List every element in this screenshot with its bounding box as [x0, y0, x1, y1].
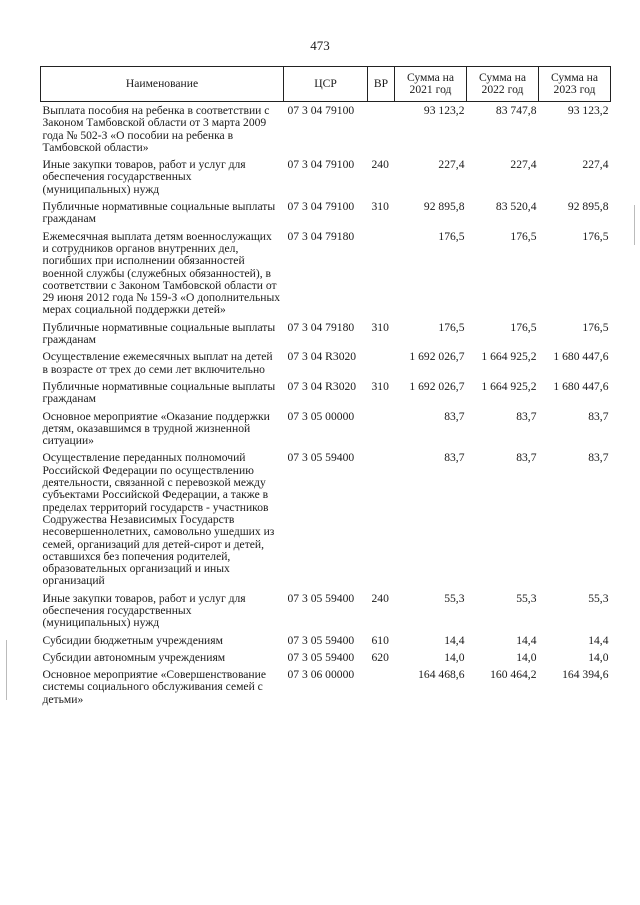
row-sum-2023: 55,3 [588, 591, 609, 605]
row-csr: 07 3 04 79100 [287, 200, 355, 214]
row-csr: 07 3 04 R3020 [287, 350, 357, 364]
row-sum-2021: 14,0 [444, 650, 465, 664]
header-vr: ВР [368, 67, 395, 102]
row-csr: 07 3 04 79100 [287, 104, 355, 117]
header-sum-2023: Сумма на 2023 год [539, 67, 611, 102]
table-row [41, 666, 611, 708]
row-sum-2021: 92 895,8 [423, 200, 465, 214]
row-name: Иные закупки товаров, работ и услуг для обеспечения государственных (муниципальных) нужд [42, 158, 246, 196]
row-sum-2022: 1 664 925,2 [481, 350, 537, 364]
row-name: Публичные нормативные социальные выплаты гражданам [42, 200, 276, 226]
row-csr: 07 3 04 79180 [287, 320, 355, 334]
row-sum-2023: 1 680 447,6 [553, 350, 609, 364]
table-row [41, 449, 611, 589]
header-sum-2021: Сумма на 2021 год [395, 67, 467, 102]
row-vr [368, 102, 395, 157]
row-sum-2022: 1 664 925,2 [481, 379, 537, 393]
table-row [41, 378, 611, 408]
budget-table [40, 66, 611, 708]
row-sum-2021: 93 123,2 [423, 104, 465, 117]
row-sum-2022: 227,4 [510, 158, 537, 172]
row-vr: 240 [371, 158, 389, 172]
row-sum-2022: 55,3 [516, 591, 537, 605]
row-vr: 610 [371, 633, 389, 647]
row-name: Выплата пособия на ребенка в соответствии с Законом Тамбовской области от 3 марта 2009 года № 502-З «О пособии на ребенка в Тамбовской области» [42, 104, 270, 154]
row-name: Ежемесячная выплата детям военнослужащих и сотрудников органов внутренних дел, погибших при исполнении обязанностей военной службы (служебных обязанностей), в соответствии с Законом Тамбовской области от 29 июня 2012 года № 159-З «О дополнительных мерах социальной поддержки детей» [42, 229, 281, 317]
row-sum-2022: 176,5 [510, 229, 537, 243]
row-sum-2023: 14,4 [588, 633, 609, 647]
row-csr: 07 3 05 00000 [287, 409, 355, 423]
row-csr: 07 3 05 59400 [287, 451, 355, 465]
row-sum-2023: 93 123,2 [567, 104, 609, 117]
table-row [41, 319, 611, 349]
row-vr [368, 348, 395, 378]
row-csr: 07 3 05 59400 [287, 650, 355, 664]
table-body [41, 102, 611, 709]
header-name: Наименование [41, 67, 284, 102]
row-sum-2021: 14,4 [444, 633, 465, 647]
row-sum-2023: 176,5 [582, 320, 609, 334]
row-sum-2021: 1 692 026,7 [409, 379, 465, 393]
table-row [41, 408, 611, 450]
row-sum-2023: 1 680 447,6 [553, 379, 609, 393]
row-sum-2023: 227,4 [582, 158, 609, 172]
table-row [41, 156, 611, 198]
row-vr [368, 449, 395, 589]
row-vr: 310 [371, 379, 389, 393]
row-sum-2021: 176,5 [438, 229, 465, 243]
row-vr: 240 [371, 591, 389, 605]
row-name: Субсидии автономным учреждениям [42, 650, 226, 664]
row-name: Публичные нормативные социальные выплаты гражданам [42, 379, 276, 406]
table-row [41, 649, 611, 666]
row-sum-2021: 55,3 [444, 591, 465, 605]
row-name: Основное мероприятие «Оказание поддержки детям, оказавшимся в трудной жизненной ситуации» [42, 409, 270, 448]
row-sum-2022: 83,7 [516, 451, 537, 465]
row-csr: 07 3 04 R3020 [287, 379, 357, 393]
row-vr [368, 228, 395, 319]
row-sum-2021: 83,7 [444, 451, 465, 465]
row-csr: 07 3 05 59400 [287, 591, 355, 605]
row-sum-2022: 160 464,2 [490, 668, 537, 682]
header-sum-2022: Сумма на 2022 год [467, 67, 539, 102]
row-vr [368, 666, 395, 708]
row-sum-2021: 227,4 [438, 158, 465, 172]
table-row [41, 348, 611, 378]
row-sum-2022: 176,5 [510, 320, 537, 334]
scan-margin-mark [6, 640, 7, 700]
row-csr: 07 3 06 00000 [287, 668, 355, 682]
row-csr: 07 3 04 79100 [287, 158, 355, 172]
row-sum-2022: 83,7 [516, 409, 537, 423]
row-sum-2022: 14,0 [516, 650, 537, 664]
row-sum-2023: 14,0 [588, 650, 609, 664]
row-sum-2022: 14,4 [516, 633, 537, 647]
row-name: Основное мероприятие «Совершенствование системы социального обслуживания семей с детьми» [42, 668, 266, 706]
row-sum-2022: 83 520,4 [495, 200, 537, 214]
row-sum-2023: 92 895,8 [567, 200, 609, 214]
row-sum-2023: 83,7 [588, 451, 609, 465]
row-csr: 07 3 04 79180 [287, 229, 355, 243]
row-sum-2021: 176,5 [438, 320, 465, 334]
table-row [41, 198, 611, 228]
row-vr: 620 [371, 650, 389, 664]
table-row [41, 102, 611, 157]
row-sum-2022: 83 747,8 [495, 104, 537, 117]
row-sum-2023: 164 394,6 [562, 668, 609, 682]
row-vr: 310 [371, 320, 389, 334]
row-vr [368, 408, 395, 450]
row-sum-2021: 1 692 026,7 [409, 350, 465, 364]
row-vr: 310 [371, 200, 389, 214]
row-sum-2021: 164 468,6 [418, 668, 465, 682]
row-sum-2021: 83,7 [444, 409, 465, 423]
header-row [41, 67, 611, 102]
row-csr: 07 3 05 59400 [287, 633, 355, 647]
row-sum-2023: 83,7 [588, 409, 609, 423]
table-row [41, 228, 611, 319]
header-csr: ЦСР [284, 67, 368, 102]
table-row [41, 632, 611, 649]
scan-margin-mark [634, 205, 635, 245]
row-name: Субсидии бюджетным учреждениям [42, 633, 223, 647]
row-name: Публичные нормативные социальные выплаты гражданам [42, 320, 276, 347]
table-header [41, 67, 611, 102]
page-number: 473 [310, 38, 330, 53]
row-sum-2023: 176,5 [582, 229, 609, 243]
row-name: Иные закупки товаров, работ и услуг для обеспечения государственных (муниципальных) нужд [42, 591, 246, 630]
table-row [41, 590, 611, 632]
row-name: Осуществление переданных полномочий Российской Федерации по осуществлению деятельности, связанной с перевозкой между субъектами Российской Федерации, а также в пределах территорий государств - участников Содружества Независимых Государств несовершеннолетних, самовольно ушедших из семей, организаций для детей-сирот и детей, оставшихся без попечения родителей, образовательных организаций и иных организаций [42, 451, 275, 588]
row-name: Осуществление ежемесячных выплат на детей в возрасте от трех до семи лет включительно [42, 350, 273, 376]
